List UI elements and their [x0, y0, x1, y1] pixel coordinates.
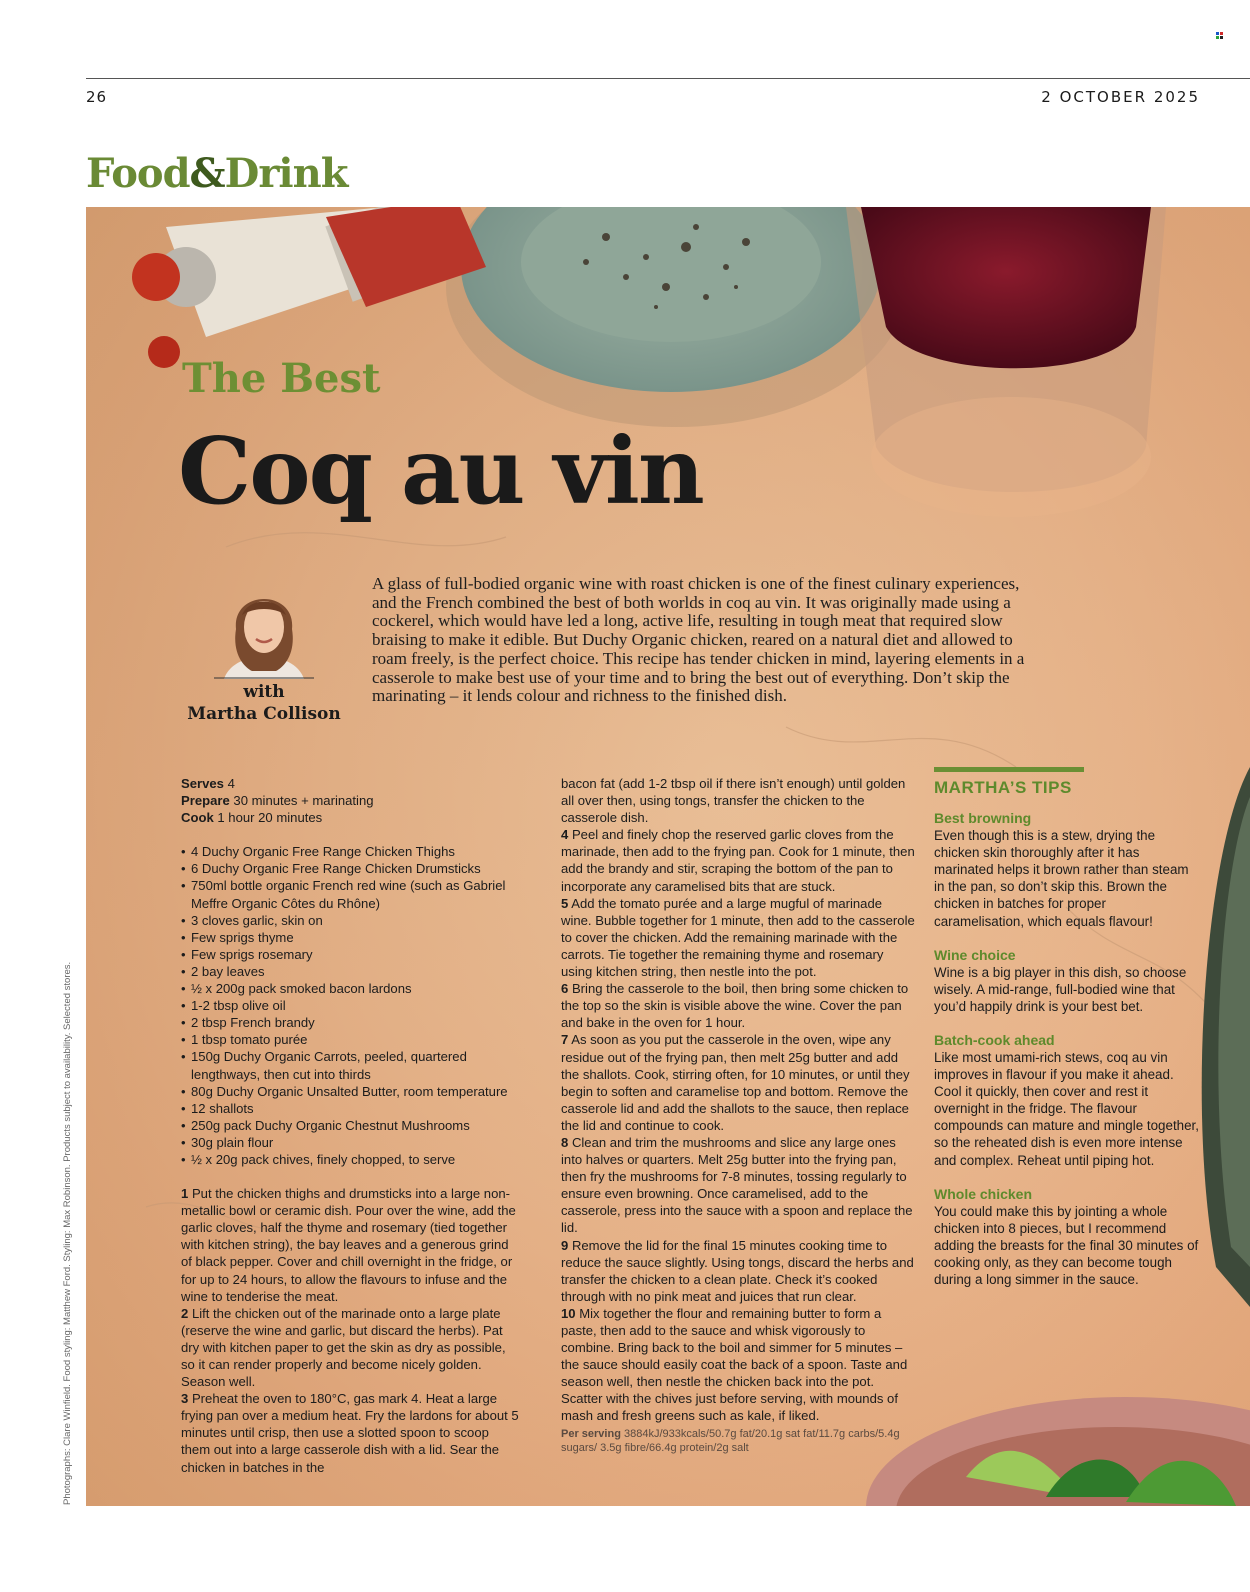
tip-title: Best browning — [934, 810, 1032, 827]
nutrition-label: Per serving — [561, 1427, 621, 1440]
tip-item — [934, 947, 1199, 1015]
step-text: Put the chicken thighs and drumsticks into a large non-metallic bowl or ceramic dish. Pour over the wine, add the garlic cloves, half the thyme and rosemary (tied together with kitchen string), the bay leaves and a generous grind of black pepper. Cover and chill overnight in the fridge, or for up to 24 hours, to allow the flavours to infuse and the wine to tenderise the meat. — [181, 1186, 516, 1304]
tip-body: Like most umami-rich stews, coq au vin improves in flavour if you make it ahead. Cool it quickly, then cover and rest it overnight in the fridge. The flavour compounds can mature and mingle together, so the reheated dish is even more intense and complex. Reheat until piping hot. — [934, 1049, 1200, 1168]
tips-accent-bar — [934, 767, 1084, 772]
page-number: 26 — [86, 88, 108, 106]
method-step — [561, 1031, 916, 1134]
tip-title: Wine choice — [934, 946, 1016, 963]
ingredient-item: • Few sprigs rosemary — [181, 946, 521, 963]
tip-item — [934, 810, 1199, 930]
section-brand: Food&Drink — [86, 150, 348, 197]
step-text: Lift the chicken out of the marinade onto a large plate (reserve the wine and garlic, but discard the herbs). Pat dry with kitchen paper to get the skin as dry as possible, so it can render properly and become nicely golden. Season well. — [181, 1305, 506, 1390]
tip-item — [934, 1032, 1199, 1169]
tip-body: You could make this by jointing a whole chicken into 8 pieces, but I recommend adding the breasts for the final 30 minutes of cooking only, as they can become tough during a long simmer in the sauce. — [934, 1203, 1199, 1287]
ingredient-item: • 150g Duchy Organic Carrots, peeled, quartered lengthways, then cut into thirds — [181, 1048, 521, 1082]
ingredient-item: • 2 tbsp French brandy — [181, 1014, 521, 1031]
nutrition-info — [561, 1427, 916, 1455]
method-step — [561, 826, 916, 894]
serves-label: Serves — [181, 776, 224, 791]
step-number: 2 — [181, 1305, 189, 1321]
byline-with: with — [243, 682, 285, 702]
step-number: 6 — [561, 981, 569, 997]
step-text: Preheat the oven to 180°C, gas mark 4. Heat a large frying pan over a medium heat. Fry the lardons for about 5 minutes until crisp, then use a slotted spoon to scoop them out into a large casserole dish with a lid. Sear the chicken in batches in the — [181, 1391, 519, 1475]
step-text: Bring the casserole to the boil, then bring some chicken to the top so the skin is visible above the wine. Cover the pan and bake in the oven for 1 hour. — [561, 981, 909, 1031]
tip-title: Whole chicken — [934, 1185, 1033, 1202]
prepare-label: Prepare — [181, 793, 230, 809]
ingredient-item: • 12 shallots — [181, 1100, 521, 1117]
ingredient-item: • 2 bay leaves — [181, 963, 521, 980]
header-rule — [86, 78, 1250, 79]
tip-body: Even though this is a stew, drying the chicken skin thoroughly after it has marinated helps it brown rather than steam in the pan, so don’t skip this. Brown the chicken in batches for proper caramelisation, which equals flavour! — [934, 828, 1189, 929]
author-byline — [174, 681, 354, 725]
step-number: 7 — [561, 1032, 569, 1048]
article-kicker: The Best — [182, 355, 381, 402]
ingredient-item: • 30g plain flour — [181, 1134, 521, 1151]
method-step — [181, 1185, 521, 1305]
step-text: Add the tomato purée and a large mugful of marinade wine. Bubble together for 1 minute, then add to the casserole to cover the chicken. Add the remaining marinade with the carrots. Tie together the remaining thyme and rosemary using kitchen string, then nestle into the pot. — [561, 895, 915, 980]
method-step — [561, 980, 916, 1031]
prepare-value: 30 minutes + marinating — [233, 793, 374, 809]
tip-item — [934, 1186, 1199, 1288]
byline-name: Martha Collison — [187, 704, 341, 724]
method-step — [181, 1305, 521, 1390]
ingredient-item: • 750ml bottle organic French red wine (such as Gabriel Meffre Organic Côtes du Rhône) — [181, 877, 521, 911]
method-step-continuation: bacon fat (add 1-2 tbsp oil if there isn’t enough) until golden all over then, using tongs, transfer the chicken to the casserole dish. — [561, 776, 906, 826]
tips-list — [934, 810, 1199, 1288]
ingredient-list — [181, 843, 521, 1168]
method-step — [181, 1390, 521, 1475]
serves-value: 4 — [227, 776, 235, 791]
step-text: Remove the lid for the final 15 minutes cooking time to reduce the sauce slightly. Using tongs, discard the herbs and transfer the chicken to a clean plate. Check it’s cooked through with no pink meat and juices that run clear. — [561, 1237, 914, 1304]
step-text: Mix together the flour and remaining butter to form a paste, then add to the sauce and whisk vigorously to combine. Bring back to the boil and simmer for 5 minutes – the sauce should easily coat the back of a spoon. Taste and season well, then nestle the chicken back into the pot. Scatter with the chives just before serving, with mounds of mash and fresh greens such as kale, if liked. — [561, 1305, 908, 1424]
ingredient-item: • ½ x 200g pack smoked bacon lardons — [181, 980, 521, 997]
ingredient-item: • 6 Duchy Organic Free Range Chicken Drumsticks — [181, 860, 521, 877]
recipe-column-2 — [561, 775, 916, 1455]
step-text: As soon as you put the casserole in the oven, wipe any residue out of the frying pan, then melt 25g butter and add the shallots. Cook, stirring often, for 10 minutes, or until they begin to soften and caramelise top and bottom. Remove the casserole lid and add the shallots to the sauce, then replace the lid and continue to cook. — [561, 1032, 910, 1133]
wine-glass — [846, 207, 1166, 517]
tip-title: Batch-cook ahead — [934, 1031, 1055, 1048]
ingredient-item: • ½ x 20g pack chives, finely chopped, to serve — [181, 1151, 521, 1168]
step-number: 3 — [181, 1391, 189, 1407]
step-number: 1 — [181, 1186, 189, 1202]
step-number: 9 — [561, 1237, 569, 1253]
step-number: 5 — [561, 895, 569, 911]
article-title: Coq au vin — [178, 417, 703, 525]
step-number: 4 — [561, 827, 569, 843]
ingredient-item: • 3 cloves garlic, skin on — [181, 912, 521, 929]
cook-label: Cook — [181, 810, 214, 826]
tips-column — [934, 767, 1199, 1305]
article-intro: A glass of full-bodied organic wine with roast chicken is one of the finest culinary experiences, and the French combined the best of both worlds in coq au vin. It was originally made using a cockerel, which would have led a long, active life, resulting in tough meat that required slow braising to make it edible. But Duchy Organic chicken, reared on a natural diet and allowed to roam freely, is the perfect choice. This recipe has tender chicken in mind, layering elements in a casserole to make best use of your time and to bring the best out of everything. Don’t skip the marinating – it lends colour and richness to the finished dish. — [372, 574, 1025, 706]
tips-heading: MARTHA’S TIPS — [934, 778, 1072, 797]
ingredient-item: • Few sprigs thyme — [181, 929, 521, 946]
hero-marble-photo — [86, 207, 1250, 1506]
ingredient-item: • 80g Duchy Organic Unsalted Butter, room temperature — [181, 1083, 521, 1100]
ingredient-item: • 250g pack Duchy Organic Chestnut Mushrooms — [181, 1117, 521, 1134]
method-step — [561, 1237, 916, 1305]
ingredient-item: • 1 tbsp tomato purée — [181, 1031, 521, 1048]
cook-value: 1 hour 20 minutes — [217, 810, 323, 826]
method-step — [561, 1134, 916, 1237]
step-text: Clean and trim the mushrooms and slice any large ones into halves or quarters. Melt 25g butter into the frying pan, then fry the mushrooms for 7-8 minutes, tossing regularly to ensure even browning. Once caramelised, add to the casserole, press into the sauce with a spoon and replace the lid. — [561, 1134, 913, 1236]
method-steps-part-1 — [181, 1185, 521, 1476]
method-step — [561, 1305, 916, 1425]
step-number: 8 — [561, 1134, 569, 1150]
method-step — [561, 895, 916, 980]
colour-registration-mark — [1216, 32, 1223, 39]
step-number: 10 — [561, 1305, 576, 1321]
ingredient-item: • 4 Duchy Organic Free Range Chicken Thighs — [181, 843, 521, 860]
method-steps-part-2 — [561, 826, 916, 1424]
author-avatar — [214, 579, 314, 679]
tip-body: Wine is a big player in this dish, so choose wisely. A mid-range, full-bodied wine that you’d happily drink is your best bet. — [934, 964, 1187, 1014]
step-text: Peel and finely chop the reserved garlic cloves from the marinade, then add to the frying pan. Cook for 1 minute, then add the brandy and stir, scraping the bottom of the pan to incorporate any caramelised bits that are stuck. — [561, 827, 915, 894]
nutrition-value: 3884kJ/933kcals/50.7g fat/20.1g sat fat/11.7g carbs/5.4g sugars/ 3.5g fibre/66.4g protein/2g salt — [561, 1427, 900, 1454]
issue-date: 2 OCTOBER 2025 — [1041, 88, 1200, 106]
recipe-meta — [181, 775, 521, 826]
photo-credit: Photographs: Clare Winfield. Food styling: Matthew Ford. Styling: Max Robinson. Products subject to availability. Selected stores. — [62, 961, 73, 1505]
ingredient-item: • 1-2 tbsp olive oil — [181, 997, 521, 1014]
recipe-column-1 — [181, 775, 521, 1476]
